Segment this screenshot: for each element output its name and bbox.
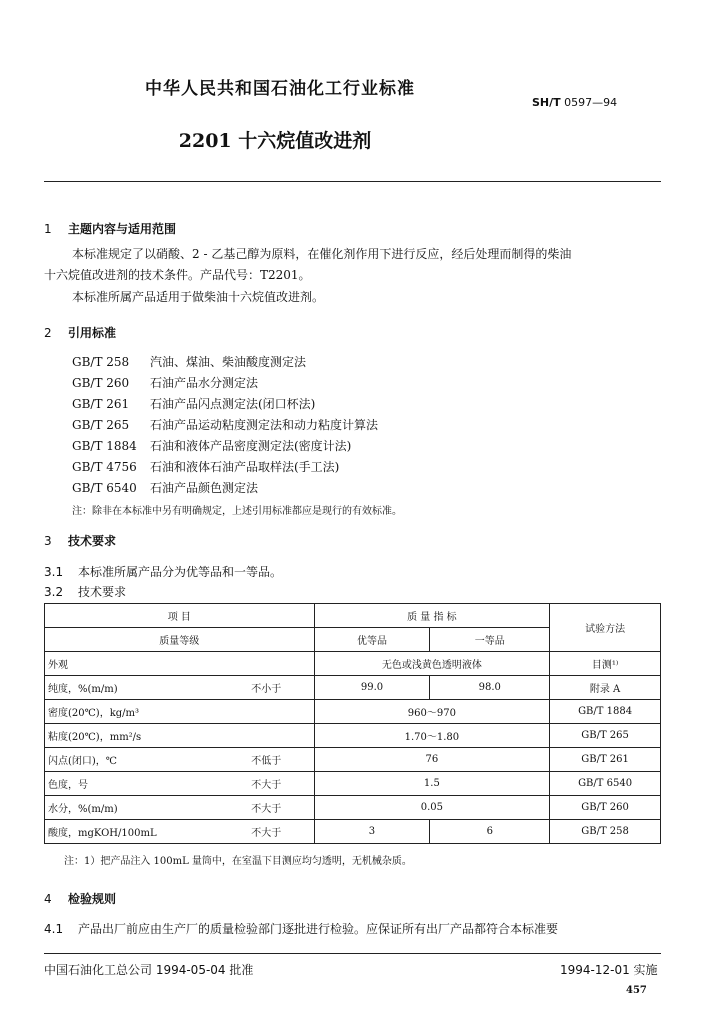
cell-limit: [248, 652, 314, 676]
footer-divider: [44, 953, 661, 954]
section-1-paragraph-2: 本标准所属产品适用于做柴油十六烷值改进剂。: [72, 290, 325, 304]
cell-item: 色度，号: [45, 772, 249, 796]
section-1-paragraph-1-line-2: 十六烷值改进剂的技术条件。产品代号：T2201。: [44, 268, 311, 282]
table-row: [45, 724, 661, 748]
standard-category-title: 中华人民共和国石油化工行业标准: [145, 79, 415, 99]
table-row: [45, 820, 661, 844]
page-number: 457: [626, 985, 647, 996]
cell-limit: 不低于: [248, 748, 314, 772]
cell-method: GB/T 261: [550, 748, 661, 772]
section-3-heading: 3 技术要求: [44, 534, 117, 548]
reference-item: GB/T 6540 石油产品颜色测定法: [72, 481, 259, 495]
cell-method: GB/T 1884: [550, 700, 661, 724]
table-note: 注：1）把产品注入 100mL 量筒中，在室温下目测应均匀透明，无机械杂质。: [64, 856, 412, 867]
reference-item: GB/T 260 石油产品水分测定法: [72, 376, 259, 390]
section-1-heading: 1 主题内容与适用范围: [44, 222, 177, 236]
cell-limit: 不大于: [248, 796, 314, 820]
cell-limit: 不大于: [248, 820, 314, 844]
cell-item: 纯度，%(m/m): [45, 676, 249, 700]
cell-item: 粘度(20℃)，mm²/s: [45, 724, 249, 748]
cell-value: 无色或浅黄色透明液体: [314, 652, 550, 676]
table-row: [45, 652, 661, 676]
cell-value: 1.5: [314, 772, 550, 796]
cell-limit: [248, 724, 314, 748]
effective-date-line: 1994-12-01 实施: [560, 963, 658, 977]
clause-3-1: 3.1 本标准所属产品分为优等品和一等品。: [44, 565, 283, 579]
header-divider: [44, 181, 661, 182]
reference-item: GB/T 258 汽油、煤油、柴油酸度测定法: [72, 355, 307, 369]
clause-3-2: 3.2 技术要求: [44, 585, 127, 599]
cell-limit: [248, 700, 314, 724]
header-quality-grade: 质量等级: [45, 628, 315, 652]
table-row: [45, 700, 661, 724]
document-title: 2201 十六烷值改进剂: [178, 130, 372, 152]
section-4-heading: 4 检验规则: [44, 892, 117, 906]
cell-method: GB/T 258: [550, 820, 661, 844]
cell-item: 水分，%(m/m): [45, 796, 249, 820]
table-row: [45, 676, 661, 700]
cell-limit: 不小于: [248, 676, 314, 700]
cell-premium: 99.0: [314, 676, 430, 700]
cell-premium: 3: [314, 820, 430, 844]
cell-first: 6: [430, 820, 550, 844]
cell-value: 76: [314, 748, 550, 772]
cell-limit: 不大于: [248, 772, 314, 796]
section-1-paragraph-1-line-1: 本标准规定了以硝酸、2 - 乙基己醇为原料，在催化剂作用下进行反应，经后处理而制得的柴油: [72, 247, 572, 261]
table-row: [45, 796, 661, 820]
reference-item: GB/T 265 石油产品运动粘度测定法和动力粘度计算法: [72, 418, 379, 432]
section-2-heading: 2 引用标准: [44, 326, 117, 340]
header-test-method: 试验方法: [550, 604, 661, 652]
approval-line: 中国石油化工总公司 1994-05-04 批准: [44, 963, 254, 977]
cell-method: GB/T 265: [550, 724, 661, 748]
cell-value: 960～970: [314, 700, 550, 724]
cell-first: 98.0: [430, 676, 550, 700]
table-row: [45, 748, 661, 772]
table-row: [45, 772, 661, 796]
table-header-row: [45, 604, 661, 628]
cell-method: 目测¹⁾: [550, 652, 661, 676]
header-quality-index: 质 量 指 标: [314, 604, 550, 628]
cell-item: 外观: [45, 652, 249, 676]
cell-value: 1.70～1.80: [314, 724, 550, 748]
cell-method: 附录 A: [550, 676, 661, 700]
cell-item: 密度(20℃)，kg/m³: [45, 700, 249, 724]
reference-item: GB/T 4756 石油和液体石油产品取样法(手工法): [72, 460, 340, 474]
technical-requirements-table: [44, 603, 661, 844]
cell-value: 0.05: [314, 796, 550, 820]
cell-item: 闪点(闭口)，℃: [45, 748, 249, 772]
cell-method: GB/T 6540: [550, 772, 661, 796]
cell-item: 酸度，mgKOH/100mL: [45, 820, 249, 844]
header-premium-grade: 优等品: [314, 628, 430, 652]
cell-method: GB/T 260: [550, 796, 661, 820]
header-first-grade: 一等品: [430, 628, 550, 652]
standard-code: SH/T 0597—94: [532, 96, 618, 109]
clause-4-1: 4.1 产品出厂前应由生产厂的质量检验部门逐批进行检验。应保证所有出厂产品都符合本标准要: [44, 922, 559, 936]
reference-item: GB/T 261 石油产品闪点测定法(闭口杯法): [72, 397, 316, 411]
reference-item: GB/T 1884 石油和液体产品密度测定法(密度计法): [72, 439, 352, 453]
references-note: 注：除非在本标准中另有明确规定，上述引用标准都应是现行的有效标准。: [72, 506, 402, 517]
header-item: 项 目: [45, 604, 315, 628]
